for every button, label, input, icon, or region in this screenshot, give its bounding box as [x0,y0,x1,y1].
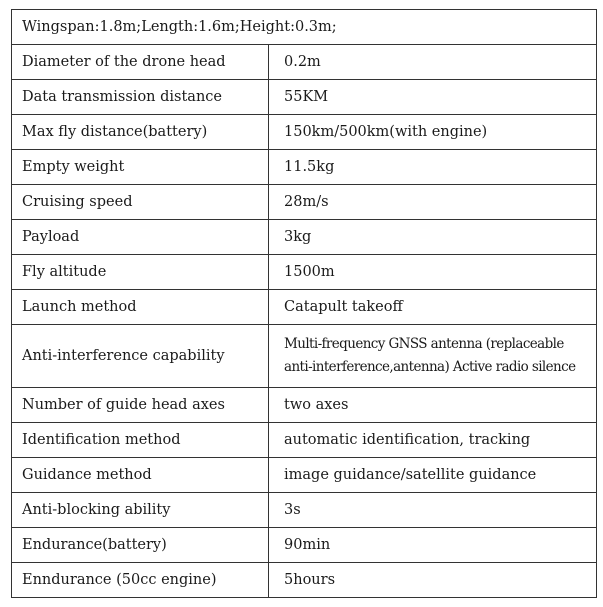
table-row [12,458,597,493]
spec-label: Anti-blocking ability [12,493,269,528]
table-row [12,80,597,115]
spec-value: 150km/500km(with engine) [269,115,597,150]
spec-value: 3s [269,493,597,528]
table-header-row [12,10,597,45]
spec-value: 3kg [269,220,597,255]
spec-value: 5hours [269,563,597,598]
spec-label: Enndurance (50cc engine) [12,563,269,598]
spec-value: 0.2m [269,45,597,80]
spec-label: Cruising speed [12,185,269,220]
table-row [12,185,597,220]
spec-label: Identification method [12,423,269,458]
spec-label: Data transmission distance [12,80,269,115]
table-row [12,45,597,80]
spec-label: Anti-interference capability [12,325,269,388]
spec-label: Diameter of the drone head [12,45,269,80]
spec-value: Catapult takeoff [269,290,597,325]
spec-label: Empty weight [12,150,269,185]
spec-value: Multi-frequency GNSS antenna (replaceable anti-interference,antenna) Active radio silence [269,325,597,388]
spec-table [11,9,597,598]
spec-value: 55KM [269,80,597,115]
table-row [12,493,597,528]
spec-label: Endurance(battery) [12,528,269,563]
table-row [12,290,597,325]
spec-value: two axes [269,388,597,423]
spec-value: 11.5kg [269,150,597,185]
spec-value: automatic identification, tracking [269,423,597,458]
spec-label: Fly altitude [12,255,269,290]
spec-label: Payload [12,220,269,255]
spec-value: 90min [269,528,597,563]
table-row [12,220,597,255]
spec-value: 28m/s [269,185,597,220]
table-row [12,563,597,598]
spec-label: Launch method [12,290,269,325]
table-row [12,325,597,388]
spec-value: 1500m [269,255,597,290]
spec-label: Max fly distance(battery) [12,115,269,150]
dimensions-header: Wingspan:1.8m;Length:1.6m;Height:0.3m; [12,10,597,45]
spec-label: Number of guide head axes [12,388,269,423]
table-row [12,150,597,185]
table-row [12,388,597,423]
table-row [12,115,597,150]
table-row [12,423,597,458]
table-row [12,255,597,290]
spec-value: image guidance/satellite guidance [269,458,597,493]
table-row [12,528,597,563]
spec-label: Guidance method [12,458,269,493]
